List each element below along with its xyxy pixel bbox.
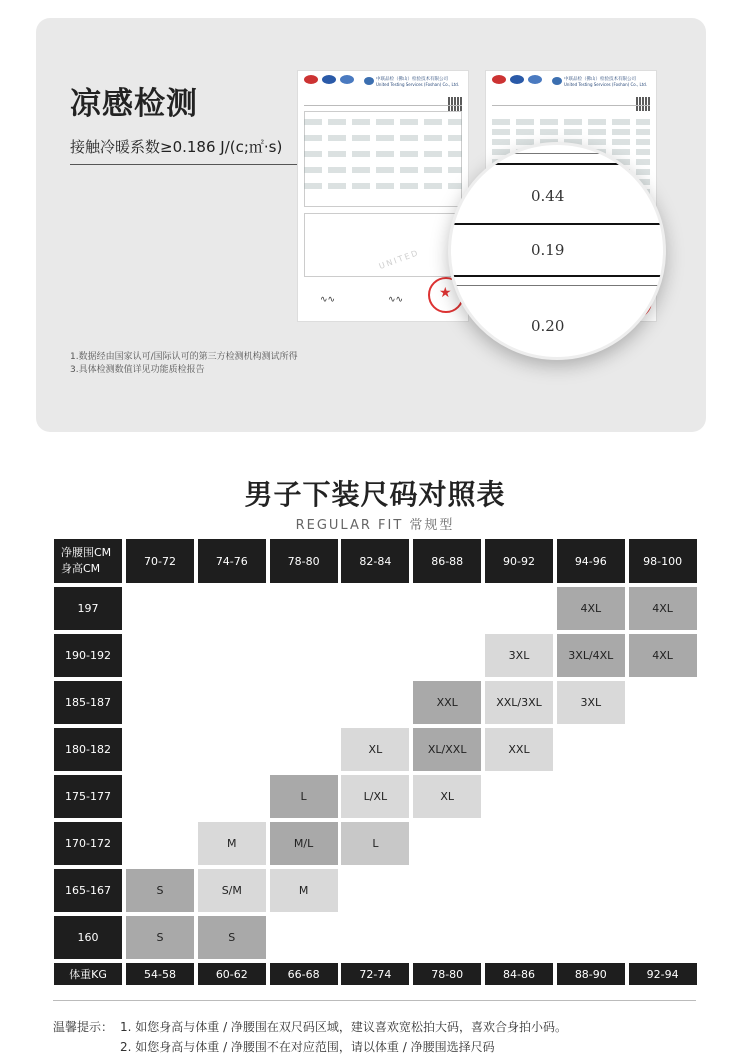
height-header: 197 xyxy=(54,587,122,630)
tip-line-2: 2. 如您身高与体重 / 净腰围不在对应范围，请以体重 / 净腰围选择尺码 xyxy=(120,1040,495,1054)
magnified-value-3: 0.20 xyxy=(531,317,565,335)
mag-rule xyxy=(451,275,663,277)
size-cell: XL/XXL xyxy=(413,728,481,771)
test-note-1: 1.数据经由国家认可/国际认可的第三方检测机构测试所得 xyxy=(70,352,298,362)
size-cell: S xyxy=(198,916,266,959)
magnifier-zoom xyxy=(448,142,666,360)
weight-header: 92-94 xyxy=(629,963,697,985)
mag-rule xyxy=(451,163,663,165)
tips-label: 温馨提示： xyxy=(53,1020,114,1034)
cooling-coefficient-text: 接触冷暖系数≥0.186 J/(c;㎡·s) xyxy=(70,138,283,156)
subtitle-underline xyxy=(70,164,300,165)
mag-rule xyxy=(451,285,663,286)
waist-header: 78-80 xyxy=(270,539,338,583)
report-company-en: United Testing Services (Foshan) Co., Ltd. xyxy=(376,82,460,87)
cnas-logo-icon xyxy=(510,75,524,84)
mag-rule xyxy=(451,153,663,154)
size-cell: XL xyxy=(413,775,481,818)
height-header: 185-187 xyxy=(54,681,122,724)
weight-header: 88-90 xyxy=(557,963,625,985)
waist-header: 94-96 xyxy=(557,539,625,583)
height-header: 190-192 xyxy=(54,634,122,677)
report-line xyxy=(304,119,462,125)
height-header: 165-167 xyxy=(54,869,122,912)
size-cell: XXL xyxy=(413,681,481,724)
waist-header: 98-100 xyxy=(629,539,697,583)
report-line xyxy=(304,135,462,141)
size-cell: L xyxy=(341,822,409,865)
test-notes xyxy=(70,351,298,377)
size-chart-title: 男子下装尺码对照表 xyxy=(244,478,506,511)
size-cell: S/M xyxy=(198,869,266,912)
cma-logo-icon xyxy=(304,75,318,84)
weight-header: 84-86 xyxy=(485,963,553,985)
signature-image: ∿∿ xyxy=(388,295,404,305)
size-cell: S xyxy=(126,916,194,959)
report-company-en: United Testing Services (Foshan) Co., Ltd. xyxy=(564,82,648,87)
weight-header: 78-80 xyxy=(413,963,481,985)
size-chart-subtitle: REGULAR FIT 常规型 xyxy=(295,518,455,533)
cnas-logo-icon xyxy=(322,75,336,84)
report-company: 中联品检（佛山）检验技术有限公司 xyxy=(376,77,448,82)
corner-height-label: 身高CM xyxy=(61,562,101,575)
report-rule xyxy=(492,105,650,106)
size-cell: XXL/3XL xyxy=(485,681,553,724)
weight-header: 72-74 xyxy=(341,963,409,985)
uts-watermark: UNITED xyxy=(377,248,421,271)
report-line xyxy=(304,183,462,189)
size-cell: M/L xyxy=(270,822,338,865)
waist-header: 70-72 xyxy=(126,539,194,583)
report-line xyxy=(492,119,650,125)
size-cell: XL xyxy=(341,728,409,771)
size-cell: M xyxy=(270,869,338,912)
weight-header: 60-62 xyxy=(198,963,266,985)
mag-rule xyxy=(451,223,663,225)
waist-header: 74-76 xyxy=(198,539,266,583)
weight-label: 体重KG xyxy=(54,963,122,985)
cooling-test-panel xyxy=(36,18,706,432)
weight-header: 66-68 xyxy=(270,963,338,985)
tips-divider xyxy=(53,1000,696,1001)
report-line xyxy=(304,167,462,173)
size-chart-corner xyxy=(54,539,122,583)
corner-waist-label: 净腰围CM xyxy=(61,546,112,559)
report-line xyxy=(304,151,462,157)
report-company: 中联品检（佛山）检验技术有限公司 xyxy=(564,77,636,82)
weight-header: 54-58 xyxy=(126,963,194,985)
size-cell: 4XL xyxy=(557,587,625,630)
size-cell: L/XL xyxy=(341,775,409,818)
signature-image: ∿∿ xyxy=(320,295,336,305)
size-cell: 3XL xyxy=(485,634,553,677)
report-rule xyxy=(304,105,462,106)
size-cell: 4XL xyxy=(629,587,697,630)
magnified-value-1: 0.44 xyxy=(531,187,565,205)
magnified-value-2: 0.19 xyxy=(531,241,565,259)
cma-logo-icon xyxy=(492,75,506,84)
size-cell: 3XL/4XL xyxy=(557,634,625,677)
qr-code-icon xyxy=(636,97,650,111)
ilac-logo-icon xyxy=(340,75,354,84)
waist-header: 86-88 xyxy=(413,539,481,583)
size-cell: M xyxy=(198,822,266,865)
waist-header: 90-92 xyxy=(485,539,553,583)
qr-code-icon xyxy=(448,97,462,111)
test-note-2: 3.具体检测数值详见功能质检报告 xyxy=(70,365,205,375)
cooling-test-title: 凉感检测 xyxy=(70,86,198,122)
waist-header: 82-84 xyxy=(341,539,409,583)
test-report-image-1 xyxy=(297,70,469,322)
size-cell: XXL xyxy=(485,728,553,771)
height-header: 180-182 xyxy=(54,728,122,771)
size-cell: S xyxy=(126,869,194,912)
size-cell: 4XL xyxy=(629,634,697,677)
report-line xyxy=(492,129,650,135)
ilac-logo-icon xyxy=(528,75,542,84)
height-header: 170-172 xyxy=(54,822,122,865)
uts-logo-icon xyxy=(552,77,562,85)
report-table xyxy=(304,111,462,207)
height-header: 160 xyxy=(54,916,122,959)
uts-logo-icon xyxy=(364,77,374,85)
height-header: 175-177 xyxy=(54,775,122,818)
size-cell: L xyxy=(270,775,338,818)
tip-line-1: 1. 如您身高与体重 / 净腰围在双尺码区域，建议喜欢宽松拍大码，喜欢合身拍小码。 xyxy=(120,1020,567,1034)
size-cell: 3XL xyxy=(557,681,625,724)
